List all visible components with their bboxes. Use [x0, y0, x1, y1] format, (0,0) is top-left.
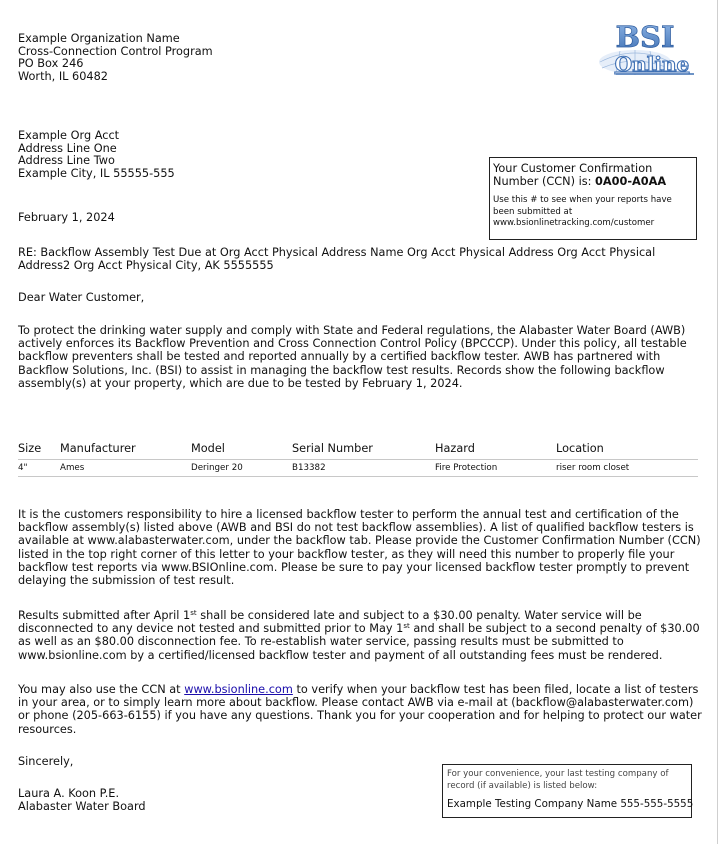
signature [18, 788, 146, 813]
signature-org: Alabaster Water Board [18, 799, 146, 813]
sender-org: Example Organization Name [18, 32, 180, 45]
cell-serial: B13382 [292, 463, 326, 473]
cell-model: Deringer 20 [191, 463, 243, 473]
ccn-note [493, 195, 693, 230]
ccn-paragraph [18, 683, 702, 736]
cell-size: 4" [18, 463, 28, 473]
results-text-1: Results submitted after April 1 [18, 609, 191, 622]
logo-top-text: BSI [615, 20, 675, 54]
letter-date: February 1, 2024 [18, 211, 115, 224]
bsionline-link[interactable]: www.bsionline.com [184, 683, 293, 696]
table-header-hazard: Hazard [435, 442, 475, 455]
cell-manufacturer: Ames [60, 463, 85, 473]
sender-po-box: PO Box 246 [18, 57, 84, 71]
testing-company-name: Example Testing Company Name 555-555-5555 [447, 798, 694, 811]
recipient-name: Example Org Acct [18, 129, 120, 142]
ccn-tracking-url: www.bsionlinetracking.com/customer [493, 218, 655, 229]
signature-name: Laura A. Koon P.E. [18, 787, 120, 800]
results-sup-1: st [190, 609, 197, 617]
recipient-address [18, 130, 175, 181]
cell-hazard: Fire Protection [435, 463, 498, 473]
closing: Sincerely, [18, 755, 74, 768]
sender-city: Worth, IL 60482 [18, 70, 108, 84]
ccn-number: 0A00-A0AA [595, 175, 667, 188]
testing-company-box [442, 764, 692, 818]
intro-paragraph: To protect the drinking water supply and comply with State and Federal regulations, the Alabaster Water Board (AWB) actively enforces its Backflow Prevention and Cross Connection Control Policy (BPCCCP). Under this policy, all testable backflow preventers shall be tested and reported annually by a certified backflow tester. AWB has partnered with Backflow Solutions, Inc. (BSI) to assist in managing the backflow test results. Records show the following backflow assembly(s) at your property, which are due to be tested by February 1, 2024. [18, 324, 687, 390]
bsi-online-logo [590, 18, 700, 80]
results-text-3: and shall be subject to a second penalty of $30.00 as well as an $80.00 disconnection fee. To re-establish water service, passing results must be submitted to www.bsionline.com by a certified/licensed backflow tester and payment of all outstanding fees must be rendered. [18, 622, 700, 662]
ccn-paragraph-text-1: You may also use the CCN at [18, 683, 185, 696]
table-header-divider [18, 459, 698, 460]
re-line: RE: Backflow Assembly Test Due at Org Acct Physical Address Name Org Acct Physical Address Org Acct Physical Address2 Org Acct Physical City, AK 5555555 [18, 246, 656, 273]
recipient-line1: Address Line One [18, 141, 117, 155]
ccn-box [489, 157, 697, 240]
table-header-location: Location [556, 442, 604, 455]
table-header-model: Model [191, 442, 225, 455]
testing-company-note: For your convenience, your last testing company of record (if available) is listed below: [447, 769, 669, 791]
table-header-serial: Serial Number [292, 442, 373, 455]
table-header-manufacturer: Manufacturer [60, 442, 136, 455]
logo-bottom-text: Online [614, 52, 690, 76]
results-text-2: shall be considered late and subject to a $30.00 penalty. Water service will be disconnected to any device not tested and submitted prior to May 1 [18, 609, 642, 636]
sender-program: Cross-Connection Control Program [18, 44, 213, 58]
table-row-divider [18, 476, 698, 477]
responsibility-paragraph: It is the customers responsibility to hire a licensed backflow tester to perform the annual test and certification of the backflow assembly(s) listed above (AWB and BSI do not test backflow assemblies). A list of qualified backflow testers is available at www.alabasterwater.com, under the backflow tab. Please provide the Customer Confirmation Number (CCN) listed in the top right corner of this letter to your backflow tester, as they will need this number to properly file your backflow test reports via www.BSIOnline.com. Please be sure to pay your licensed backflow tester promptly to prevent delaying the submission of test result. [18, 508, 701, 588]
ccn-title [493, 162, 693, 188]
sender-address [18, 33, 213, 84]
salutation: Dear Water Customer, [18, 291, 145, 304]
recipient-city: Example City, IL 55555-555 [18, 167, 175, 181]
recipient-line2: Address Line Two [18, 154, 115, 168]
cell-location: riser room closet [556, 463, 630, 473]
results-paragraph [18, 609, 702, 662]
results-sup-2: st [403, 622, 410, 631]
ccn-title-prefix: Your Customer Confirmation Number (CCN) is: [493, 162, 653, 188]
ccn-paragraph-text-2: to verify when your backflow test has been filed, locate a list of testers in your area, or to simply learn more about backflow. Please contact AWB via e-mail at (backflow@alabasterwater.com) or phone (205-663-6155) if you have any questions. Thank you for your cooperation and for helping to protect our water resources. [18, 683, 702, 736]
table-header-size: Size [18, 442, 42, 455]
ccn-note-text: Use this # to see when your reports have been submitted at [493, 195, 672, 217]
